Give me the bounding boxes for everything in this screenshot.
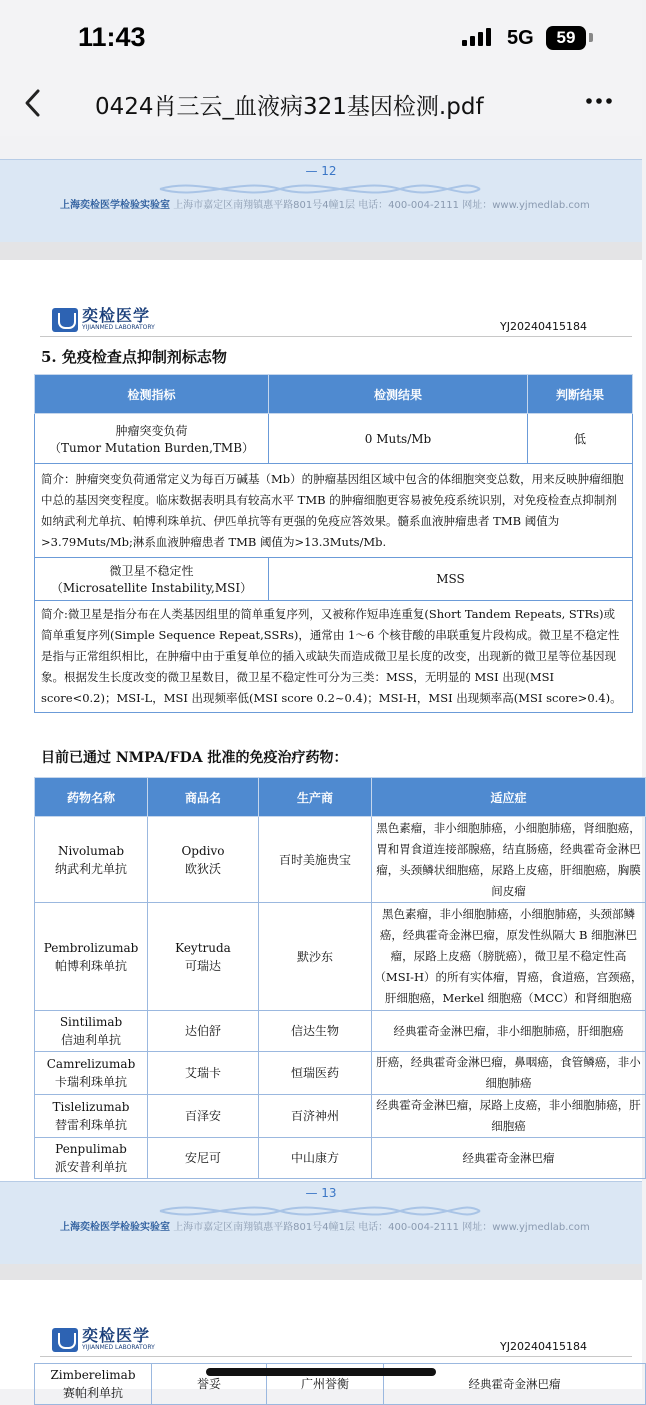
brand-cell: 誉妥	[152, 1364, 267, 1405]
drug-name-cell	[35, 817, 148, 903]
drug-name-cell	[35, 1095, 148, 1138]
table-row	[35, 817, 646, 903]
tmb-judgment: 低	[528, 414, 633, 464]
brand-name-cn: 欧狄沃	[184, 861, 221, 876]
drug-name-cell	[35, 1052, 148, 1095]
drug-name-en: Tislelizumab	[52, 1100, 130, 1114]
table-row	[35, 414, 633, 464]
table-row	[35, 1052, 646, 1095]
tmb-name-en: （Tumor Mutation Burden,TMB）	[48, 440, 255, 455]
page-gap	[0, 242, 642, 260]
document-title: 0424肖三云_血液病321基因检测.pdf	[95, 94, 484, 120]
table-row	[35, 1095, 646, 1138]
table-row	[35, 1011, 646, 1052]
drug-name-cn: 信迪利单抗	[60, 1033, 121, 1047]
brand-name-en: Keytruda	[175, 940, 231, 955]
page-footer	[0, 1181, 642, 1264]
table-row	[35, 903, 646, 1011]
msi-name: 微卫星不稳定性	[109, 564, 194, 578]
page-gap	[0, 1264, 642, 1280]
brand-logo	[52, 308, 155, 332]
tmb-name-cell	[35, 414, 269, 464]
column-header: 商品名	[148, 778, 259, 817]
brand-name-cn: 可瑞达	[184, 958, 221, 973]
drug-name-en: Sintilimab	[59, 1015, 123, 1029]
table-row	[35, 1138, 646, 1179]
network-label: 5G	[507, 27, 534, 49]
footer-lab: 上海奕检医学检验实验室	[60, 200, 170, 211]
indication-cell: 黑色素瘤，非小细胞肺癌，小细胞肺癌，头颈部鳞癌，经典霍奇金淋巴瘤，原发性纵隔大 B 细胞淋巴瘤，尿路上皮癌（膀胱癌），微卫星不稳定性高（MSI-H）的所有实体瘤，胃癌，食道癌，宫颈癌，肝细胞癌，Merkel 细胞癌（MCC）和肾细胞癌	[372, 903, 646, 1011]
drug-name-cn: 帕博利珠单抗	[54, 958, 127, 973]
column-header: 药物名称	[35, 778, 148, 817]
brand-cell: 艾瑞卡	[148, 1052, 259, 1095]
column-header: 检测结果	[269, 375, 528, 414]
drug-name-en: Pembrolizumab	[43, 940, 139, 955]
table-header-row	[35, 375, 633, 414]
brand-logo	[52, 1328, 155, 1352]
header-divider	[40, 1356, 632, 1357]
tmb-name: 肿瘤突变负荷	[115, 423, 188, 438]
page-footer	[0, 159, 642, 242]
indication-cell: 黑色素瘤，非小细胞肺癌，小细胞肺癌，肾细胞癌，胃和胃食道连接部腺癌，结直肠癌，经典霍奇金淋巴瘤，头颈鳞状细胞癌，尿路上皮癌，肝细胞癌，胸膜间皮瘤	[372, 817, 646, 903]
indication-cell: 经典霍奇金淋巴瘤	[384, 1364, 646, 1405]
home-indicator[interactable]	[206, 1368, 436, 1376]
footer-phone: 电话：400-004-2111	[358, 1222, 460, 1233]
footer-address: 上海市嘉定区南翔镇惠平路801号4幢1层	[173, 200, 355, 211]
footer-website: 网址：www.yjmedlab.com	[462, 1222, 590, 1233]
logo-icon	[52, 1328, 78, 1352]
drug-name-cell	[35, 1364, 152, 1405]
footer-info	[60, 196, 590, 211]
indication-cell: 经典霍奇金淋巴瘤，非小细胞肺癌，肝细胞癌	[372, 1011, 646, 1052]
drug-table	[34, 777, 646, 1179]
maker-cell: 恒瑞医药	[259, 1052, 372, 1095]
drug-name-cell	[35, 1011, 148, 1052]
brand-cell: 达伯舒	[148, 1011, 259, 1052]
brand-name-en: Opdivo	[181, 843, 225, 858]
indication-cell: 经典霍奇金淋巴瘤，尿路上皮癌，非小细胞肺癌，肝细胞癌	[372, 1095, 646, 1138]
document-id: YJ20240415184	[500, 320, 587, 333]
tmb-result: 0 Muts/Mb	[269, 414, 528, 464]
signal-icon	[462, 28, 491, 46]
drug-name-en: Nivolumab	[57, 843, 125, 858]
document-id: YJ20240415184	[500, 1340, 587, 1353]
logo-icon	[52, 308, 78, 332]
column-header: 判断结果	[528, 375, 633, 414]
table-row	[35, 464, 633, 558]
brand-name-en: YIJIANMED LABORATORY	[82, 1344, 155, 1351]
maker-cell: 默沙东	[259, 903, 372, 1011]
brand-cell: 安尼可	[148, 1138, 259, 1179]
drug-name-cn: 卡瑞利珠单抗	[54, 1075, 127, 1089]
brand-cell	[148, 903, 259, 1011]
tmb-description: 简介：肿瘤突变负荷通常定义为每百万碱基（Mb）的肿瘤基因组区域中包含的体细胞突变总数，用来反映肿瘤细胞中总的基因突变程度。临床数据表明具有较高水平 TMB 的肿瘤细胞更容易被免疫系统识别，对免疫检查点抑制剂如纳武利尤单抗、帕博利珠单抗、伊匹单抗等有更强的免疫应答效果。髓系血液肿瘤患者 TMB 阈值为>3.79Muts/Mb;淋系血液肿瘤患者 TMB 阈值为>13.3Muts/Mb.	[35, 464, 633, 558]
brand-cell: 百泽安	[148, 1095, 259, 1138]
msi-name-en: （Microsatellite Instability,MSI）	[50, 581, 253, 595]
chevron-left-icon[interactable]	[22, 86, 44, 129]
drug-name-cell	[35, 1138, 148, 1179]
page-number: — 12	[305, 164, 337, 178]
drug-name-cn: 赛帕利单抗	[62, 1386, 123, 1400]
msi-result: MSS	[269, 558, 633, 601]
status-bar	[0, 0, 642, 78]
drug-name-en: Penpulimab	[55, 1142, 127, 1156]
maker-cell: 信达生物	[259, 1011, 372, 1052]
msi-description: 简介:微卫星是指分布在人类基因组里的简单重复序列，又被称作短串连重复(Short Tandem Repeats, STRs)或简单重复序列(Simple Sequence Repeat,SSRs)，通常由 1～6 个核苷酸的串联重复片段构成。微卫星不稳定性是指与正常组织相比，在肿瘤中由于重复单位的插入或缺失而造成微卫星长度的改变，出现新的微卫星等位基因现象。根据发生长度改变的微卫星数目，微卫星不稳定性可分为三类：MSS，无明显的 MSI 出现(MSI score<0.2)；MSI-L，MSI 出现频率低(MSI score 0.2~0.4)；MSI-H，MSI 出现频率高(MSI score>0.4)。	[35, 601, 633, 713]
maker-cell: 百时美施贵宝	[259, 817, 372, 903]
table-row	[35, 558, 633, 601]
ellipsis-icon[interactable]	[584, 84, 614, 125]
page-number: — 13	[305, 1186, 337, 1200]
footer-address: 上海市嘉定区南翔镇惠平路801号4幢1层	[173, 1222, 355, 1233]
column-header: 生产商	[259, 778, 372, 817]
drug-name-en: Zimberelimab	[50, 1368, 136, 1382]
nav-bar	[0, 78, 642, 136]
section-title: 5. 免疫检查点抑制剂标志物	[41, 348, 227, 366]
indication-cell: 经典霍奇金淋巴瘤	[372, 1138, 646, 1179]
header-divider	[40, 336, 632, 337]
footer-website: 网址：www.yjmedlab.com	[462, 200, 590, 211]
msi-name-cell	[35, 558, 269, 601]
status-time: 11:43	[78, 22, 146, 52]
footer-lab: 上海奕检医学检验实验室	[60, 1222, 170, 1233]
battery-tip	[589, 33, 593, 42]
drug-name-en: Camrelizumab	[46, 1057, 136, 1071]
drugs-title: 目前已通过 NMPA/FDA 批准的免疫治疗药物：	[41, 750, 348, 766]
biomarker-table	[34, 374, 633, 713]
drug-name-cn: 派安普利单抗	[54, 1160, 127, 1174]
column-header: 适应症	[372, 778, 646, 817]
brand-name: 奕检医学	[82, 306, 151, 325]
column-header: 检测指标	[35, 375, 269, 414]
maker-cell: 百济神州	[259, 1095, 372, 1138]
pdf-page	[0, 260, 642, 1184]
drug-name-cell	[35, 903, 148, 1011]
brand-cell	[148, 817, 259, 903]
battery-icon: 59	[546, 26, 586, 50]
maker-cell: 广州誉衡	[267, 1364, 384, 1405]
footer-phone: 电话：400-004-2111	[358, 200, 460, 211]
brand-name: 奕检医学	[82, 1326, 151, 1345]
brand-name-en: YIJIANMED LABORATORY	[82, 324, 155, 331]
drug-name-cn: 纳武利尤单抗	[54, 861, 127, 876]
table-header-row	[35, 778, 646, 817]
maker-cell: 中山康方	[259, 1138, 372, 1179]
drug-name-cn: 替雷利珠单抗	[54, 1118, 127, 1132]
table-row	[35, 601, 633, 713]
footer-info	[60, 1218, 590, 1233]
indication-cell: 肝癌，经典霍奇金淋巴瘤，鼻咽癌，食管鳞癌，非小细胞肺癌	[372, 1052, 646, 1095]
